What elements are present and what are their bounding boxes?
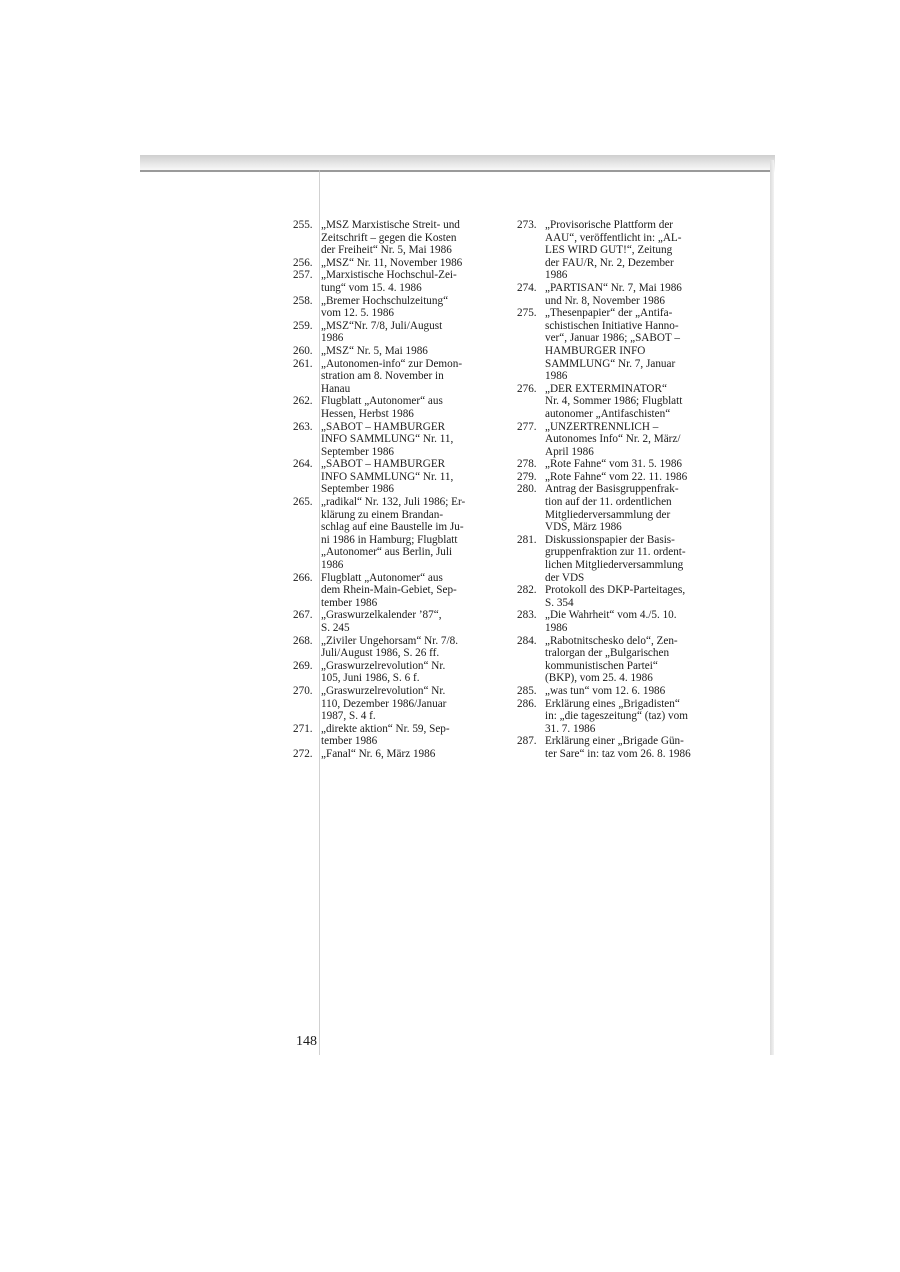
footnote-number: 261. xyxy=(293,357,313,370)
footnote-entry xyxy=(517,458,717,471)
footnote-text: „PARTISAN“ Nr. 7, Mai 1986 und Nr. 8, November 1986 xyxy=(545,281,682,307)
footnote-text: „Rabotnitschesko delo“, Zen- tralorgan der „Bulgarischen kommunistischen Partei“ (BKP), vom 25. 4. 1986 xyxy=(545,634,678,685)
footnote-entry xyxy=(293,458,508,496)
footnote-entry xyxy=(517,282,717,307)
footnote-number: 268. xyxy=(293,634,313,647)
footnote-text: Diskussionspapier der Basis- gruppenfraktion zur 11. ordent- lichen Mitgliederversammlung der VDS xyxy=(545,533,686,584)
footnote-entry xyxy=(293,219,508,257)
footnote-number: 277. xyxy=(517,420,537,433)
footnote-text: „Provisorische Plattform der AAU“, veröffentlicht in: „AL- LES WIRD GUT!“, Zeitung der FAU/R, Nr. 2, Dezember 1986 xyxy=(545,219,682,282)
footnote-text: „Fanal“ Nr. 6, März 1986 xyxy=(321,747,436,760)
footnote-text: „DER EXTERMINATOR“ Nr. 4, Sommer 1986; Flugblatt autonomer „Antifaschisten“ xyxy=(545,382,683,420)
footnote-number: 257. xyxy=(293,269,313,282)
footnote-text: Flugblatt „Autonomer“ aus dem Rhein-Main-Gebiet, Sep- tember 1986 xyxy=(321,571,457,609)
footnotes-right-column xyxy=(517,219,717,761)
footnote-entry xyxy=(517,534,717,584)
footnote-entry xyxy=(293,572,508,610)
footnotes-left-column xyxy=(293,219,508,761)
footnote-number: 271. xyxy=(293,722,313,735)
footnote-text: „was tun“ vom 12. 6. 1986 xyxy=(545,684,666,697)
footnote-number: 270. xyxy=(293,684,313,697)
page-number: 148 xyxy=(296,1034,317,1049)
footnote-text: „SABOT – HAMBURGER INFO SAMMLUNG“ Nr. 11, September 1986 xyxy=(321,458,454,496)
footnote-entry xyxy=(293,609,508,634)
footnote-entry xyxy=(517,421,717,459)
footnote-number: 260. xyxy=(293,344,313,357)
footnote-text: „Rote Fahne“ vom 31. 5. 1986 xyxy=(545,458,683,471)
footnote-entry xyxy=(293,421,508,459)
scan-page-edge-right xyxy=(770,160,774,1055)
footnote-text: „MSZ Marxistische Streit- und Zeitschrift – gegen die Kosten der Freiheit“ Nr. 5, Mai 1986 xyxy=(321,219,460,257)
footnote-entry xyxy=(517,685,717,698)
footnote-text: „Autonomen-info“ zur Demon- stration am 8. November in Hanau xyxy=(321,357,463,395)
footnote-number: 262. xyxy=(293,395,313,408)
footnote-number: 266. xyxy=(293,571,313,584)
footnote-number: 272. xyxy=(293,747,313,760)
footnote-text: „UNZERTRENNLICH – Autonomes Info“ Nr. 2, März/ April 1986 xyxy=(545,420,681,458)
footnote-entry xyxy=(293,320,508,345)
footnote-number: 258. xyxy=(293,294,313,307)
footnote-number: 285. xyxy=(517,684,537,697)
footnote-number: 283. xyxy=(517,609,537,622)
footnote-number: 264. xyxy=(293,458,313,471)
footnote-entry xyxy=(293,723,508,748)
footnote-text: „MSZ“Nr. 7/8, Juli/August 1986 xyxy=(321,319,443,345)
footnote-number: 269. xyxy=(293,659,313,672)
footnote-text: „Rote Fahne“ vom 22. 11. 1986 xyxy=(545,470,688,483)
footnote-entry xyxy=(517,483,717,533)
footnote-text: Flugblatt „Autonomer“ aus Hessen, Herbst 1986 xyxy=(321,395,443,420)
footnote-number: 287. xyxy=(517,735,537,748)
footnote-entry xyxy=(293,295,508,320)
footnote-text: „radikal“ Nr. 132, Juli 1986; Er- klärung zu einem Brandan- schlag auf eine Baustelle im Ju- ni 1986 in Hamburg; Flugblatt „Autonomer“ aus Berlin, Juli 1986 xyxy=(321,496,466,572)
footnote-entry xyxy=(517,307,717,383)
footnote-entry xyxy=(293,660,508,685)
footnote-text: „Graswurzelrevolution“ Nr. 105, Juni 1986, S. 6 f. xyxy=(321,659,446,685)
footnote-text: „direkte aktion“ Nr. 59, Sep- tember 1986 xyxy=(321,722,450,748)
footnote-entry xyxy=(293,269,508,294)
footnote-entry xyxy=(293,685,508,723)
footnote-entry xyxy=(517,609,717,634)
footnote-number: 263. xyxy=(293,420,313,433)
footnote-text: „Bremer Hochschulzeitung“ vom 12. 5. 1986 xyxy=(321,294,449,320)
footnote-text: Protokoll des DKP-Parteitages, S. 354 xyxy=(545,584,686,609)
footnote-entry xyxy=(293,358,508,396)
footnote-number: 286. xyxy=(517,697,537,710)
footnote-number: 276. xyxy=(517,382,537,395)
footnote-entry xyxy=(517,383,717,421)
footnote-number: 267. xyxy=(293,609,313,622)
footnote-number: 274. xyxy=(517,281,537,294)
scan-page-edge-top xyxy=(140,170,770,172)
footnote-text: Antrag der Basisgruppenfrak- tion auf der 11. ordentlichen Mitgliederversammlung der VDS, März 1986 xyxy=(545,483,679,534)
footnote-number: 282. xyxy=(517,584,537,597)
footnote-text: „MSZ“ Nr. 11, November 1986 xyxy=(321,256,463,269)
footnote-entry xyxy=(517,219,717,282)
footnote-text: Erklärung eines „Brigadisten“ in: „die tageszeitung“ (taz) vom 31. 7. 1986 xyxy=(545,697,688,735)
footnote-text: „Thesenpapier“ der „Antifa- schistischen Initiative Hanno- ver“, Januar 1986; „SABOT – HAMBURGER INFO SAMMLUNG“ Nr. 7, Januar 1986 xyxy=(545,307,680,383)
footnote-number: 281. xyxy=(517,533,537,546)
footnote-entry xyxy=(517,698,717,736)
footnote-entry xyxy=(517,735,717,760)
footnote-number: 275. xyxy=(517,307,537,320)
footnote-number: 280. xyxy=(517,483,537,496)
footnote-entry xyxy=(517,635,717,685)
footnote-text: „Graswurzelkalender ’87“, S. 245 xyxy=(321,609,442,634)
footnote-text: „MSZ“ Nr. 5, Mai 1986 xyxy=(321,344,428,357)
footnote-number: 278. xyxy=(517,458,537,471)
footnote-text: „Ziviler Ungehorsam“ Nr. 7/8. Juli/August 1986, S. 26 ff. xyxy=(321,634,459,660)
footnote-entry xyxy=(293,345,508,358)
footnote-entry xyxy=(293,257,508,270)
footnote-entry xyxy=(293,395,508,420)
footnote-number: 279. xyxy=(517,470,537,483)
footnote-text: Erklärung einer „Brigade Gün- ter Sare“ in: taz vom 26. 8. 1986 xyxy=(545,735,691,760)
footnote-text: „Marxistische Hochschul-Zei- tung“ vom 15. 4. 1986 xyxy=(321,269,457,294)
footnote-number: 255. xyxy=(293,219,313,231)
footnote-entry xyxy=(293,496,508,572)
footnote-entry xyxy=(293,748,508,761)
footnote-entry xyxy=(517,584,717,609)
footnote-text: „SABOT – HAMBURGER INFO SAMMLUNG“ Nr. 11, September 1986 xyxy=(321,420,454,458)
footnote-number: 265. xyxy=(293,496,313,509)
footnote-number: 273. xyxy=(517,219,537,231)
footnote-number: 259. xyxy=(293,319,313,332)
footnote-text: „Graswurzelrevolution“ Nr. 110, Dezember 1986/Januar 1987, S. 4 f. xyxy=(321,684,447,723)
footnote-number: 284. xyxy=(517,634,537,647)
footnote-entry xyxy=(293,635,508,660)
footnote-entry xyxy=(517,471,717,484)
footnote-text: „Die Wahrheit“ vom 4./5. 10. 1986 xyxy=(545,609,677,634)
footnote-number: 256. xyxy=(293,256,313,269)
